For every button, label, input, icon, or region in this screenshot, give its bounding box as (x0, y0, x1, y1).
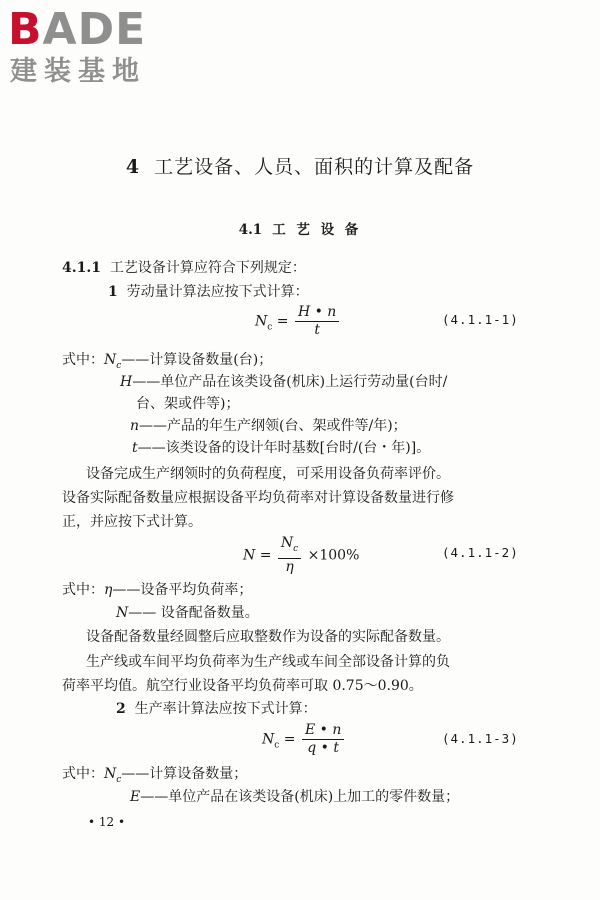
item2-number: 2 (116, 701, 126, 717)
item1-number: 1 (108, 284, 118, 300)
where-prefix: 式中： (62, 766, 104, 782)
formula-2-numerator (278, 535, 301, 559)
clause-text: 工艺设备计算应符合下列规定： (109, 260, 306, 276)
where-prefix: 式中： (62, 582, 104, 598)
chapter-title: 工艺设备、人员、面积的计算及配备 (154, 156, 475, 178)
where-symbol: n (130, 418, 140, 434)
item1-line (108, 282, 309, 302)
section-number: 4.1 (238, 222, 263, 238)
formula-3-numerator: E • n (302, 722, 344, 740)
formula-2-fraction (278, 535, 301, 576)
para2-line-1: 设备配备数量经圆整后应取整数作为设备的实际配备数量。 (86, 629, 450, 645)
formula-1-denominator: t (314, 322, 320, 338)
where2-line-1 (62, 580, 252, 600)
where-desc: ——该类设备的设计年时基数[台时/(台・年)]。 (137, 440, 431, 456)
formula-2 (243, 535, 359, 576)
equation-number-1: (4.1.1-1) (442, 312, 519, 327)
para1-line-1: 设备完成生产纲领时的负荷程度，可采用设备负荷率评价。 (86, 466, 450, 482)
equation-number-2: (4.1.1-2) (442, 545, 519, 560)
clause-number: 4.1.1 (62, 260, 101, 276)
where-symbol-sub: c (116, 360, 122, 371)
where-desc: ——单位产品在该类设备(机床)上运行劳动量(台时/ (132, 374, 448, 390)
chapter-number: 4 (125, 156, 141, 178)
formula-1 (255, 304, 341, 339)
para1-line-2: 设备实际配备数量应根据设备平均负荷率对计算设备数量进行修 (62, 490, 454, 506)
formula-1-lhs: N (255, 313, 268, 330)
where-desc: —— 设备配备数量。 (128, 605, 259, 621)
formula-1-numerator: H • n (295, 304, 339, 322)
where-symbol: t (132, 440, 138, 456)
formula-2-equals: = (259, 547, 272, 564)
logo-wordmark (8, 6, 178, 54)
logo-gray-letters: ADE (42, 4, 147, 55)
formula-3-lhs-sub: c (274, 740, 280, 751)
equation-number-3: (4.1.1-3) (442, 731, 519, 746)
where-desc: ——计算设备数量； (121, 766, 248, 782)
where-symbol: η (104, 582, 113, 598)
para1-line-3: 正，并应按下式计算。 (62, 514, 202, 530)
clause-line (62, 258, 306, 278)
formula-3 (262, 722, 346, 757)
section-title: 工 艺 设 备 (272, 222, 362, 238)
logo-red-letter: B (8, 4, 43, 55)
formula-3-fraction (302, 722, 344, 757)
where1-line-4 (130, 416, 407, 436)
where-desc: ——设备平均负荷率； (112, 582, 253, 598)
where2-line-2 (116, 603, 259, 623)
where-symbol: N (104, 766, 117, 782)
where-symbol-sub: c (116, 774, 122, 785)
item1-text: 劳动量计算法应按下式计算： (126, 284, 309, 300)
formula-1-lhs-sub: c (267, 322, 273, 333)
where-desc: ——计算设备数量(台)； (121, 352, 273, 368)
where-desc: ——产品的年生产纲领(台、架或件等/年)； (139, 418, 407, 434)
where-symbol: E (130, 789, 141, 805)
chapter-heading (0, 152, 600, 179)
where1-line-3 (136, 394, 239, 414)
formula-3-denominator: q • t (307, 740, 340, 756)
formula-1-fraction (295, 304, 339, 339)
logo-subtitle: 建装基地 (10, 56, 146, 87)
formula-2-lhs: N (243, 547, 256, 564)
formula-3-lhs: N (262, 731, 275, 748)
where-desc-cont: 台、架或件等)； (136, 396, 240, 412)
where3-line-2 (130, 787, 459, 807)
where-symbol: H (120, 374, 133, 390)
bade-logo (8, 6, 178, 92)
where-symbol: N (116, 605, 129, 621)
where-prefix: 式中： (62, 352, 104, 368)
formula-3-equals: = (283, 731, 296, 748)
formula-2-numerator-sym: N (280, 535, 294, 551)
section-heading (0, 218, 600, 238)
formula-2-numerator-sub: c (293, 543, 299, 554)
where1-line-2 (120, 372, 447, 392)
para2-line-3: 荷率平均值。航空行业设备平均负荷率可取 0.75～0.90。 (62, 678, 423, 694)
formula-2-denominator: η (285, 558, 294, 575)
item2-line (116, 699, 317, 719)
para2-line-2: 生产线或车间平均负荷率为生产线或车间全部设备计算的负 (86, 654, 450, 670)
formula-2-tail: ×100% (307, 547, 360, 564)
where1-line-5 (132, 438, 430, 458)
item2-text: 生产率计算法应按下式计算： (134, 701, 317, 717)
page-number: • 12 • (88, 815, 126, 829)
formula-1-equals: = (276, 313, 289, 330)
where3-line-1 (62, 764, 247, 790)
where-symbol: N (104, 352, 117, 368)
where-desc: ——单位产品在该类设备(机床)上加工的零件数量； (140, 789, 460, 805)
